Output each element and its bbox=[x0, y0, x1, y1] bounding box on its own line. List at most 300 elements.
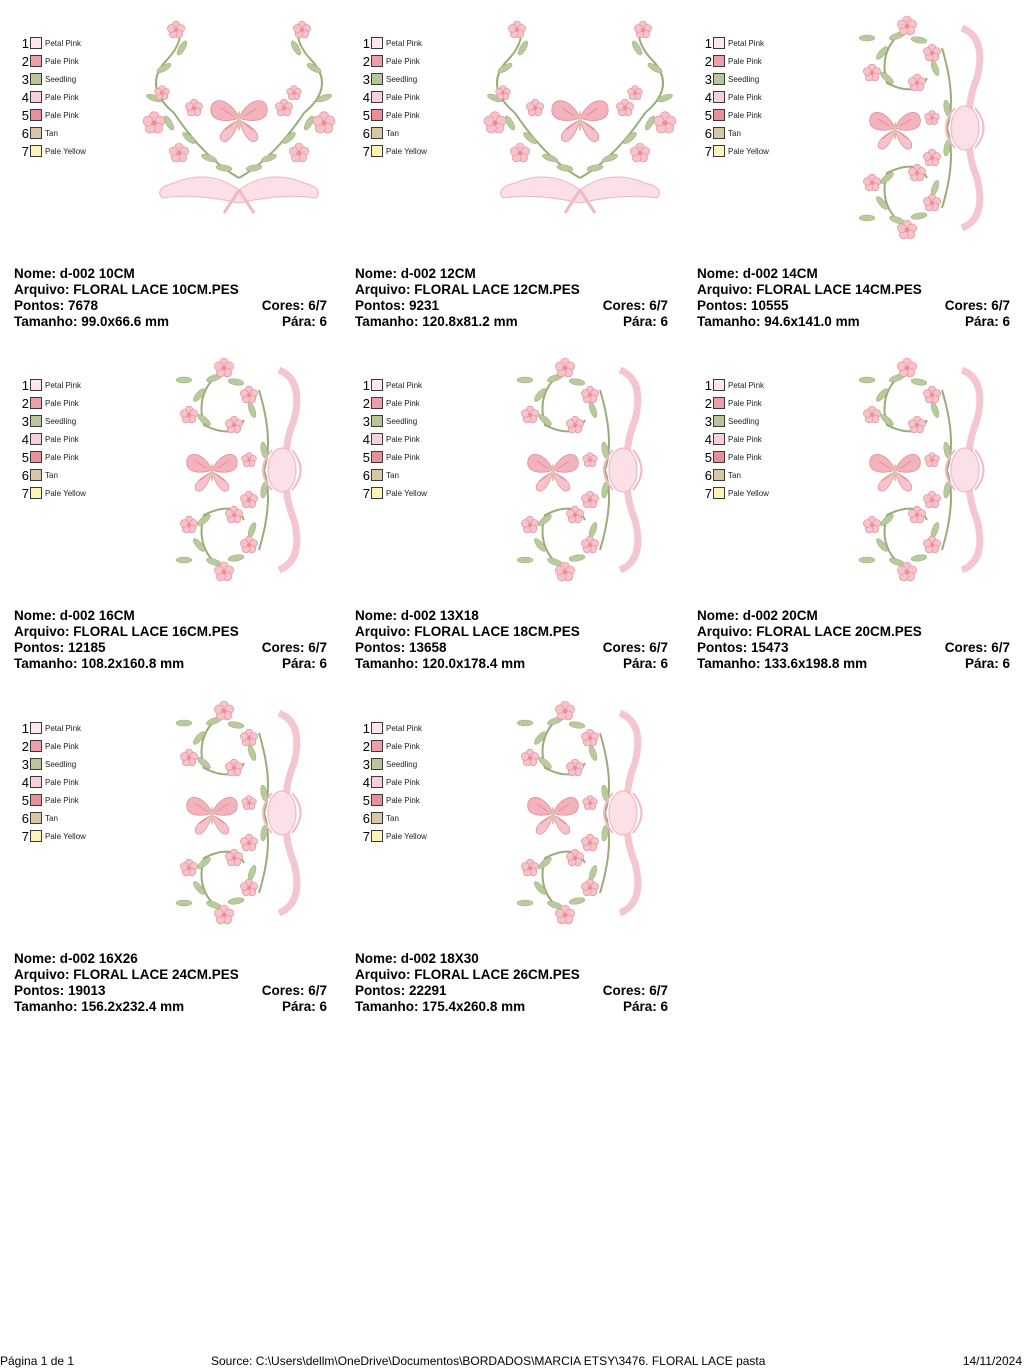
design-name: Nome: d-002 16CM bbox=[14, 608, 135, 623]
color-swatch bbox=[713, 451, 725, 463]
color-number: 3 bbox=[21, 413, 29, 429]
color-legend-row bbox=[18, 484, 86, 502]
design-name: Nome: d-002 16X26 bbox=[14, 951, 138, 966]
color-number: 6 bbox=[362, 467, 370, 483]
design-size: Tamanho: 120.0x178.4 mm bbox=[355, 656, 526, 671]
color-swatch bbox=[30, 794, 42, 806]
color-name: Petal Pink bbox=[45, 38, 82, 48]
stop-count: Pára: 6 bbox=[622, 999, 668, 1014]
color-legend-row bbox=[18, 412, 86, 430]
color-swatch bbox=[30, 91, 42, 103]
color-name: Tan bbox=[386, 813, 399, 823]
stitch-count: Pontos: 7678 bbox=[14, 298, 99, 313]
color-name: Pale Yellow bbox=[386, 488, 427, 498]
color-legend-row bbox=[701, 124, 769, 142]
color-number: 2 bbox=[21, 738, 29, 754]
stitch-count: Pontos: 22291 bbox=[355, 983, 447, 998]
color-swatch bbox=[30, 379, 42, 391]
color-swatch bbox=[371, 379, 383, 391]
color-legend-row bbox=[359, 88, 427, 106]
color-number: 7 bbox=[21, 143, 29, 159]
color-name: Pale Pink bbox=[45, 56, 79, 66]
embroidery-preview-image bbox=[505, 693, 655, 933]
color-number: 1 bbox=[704, 377, 712, 393]
color-swatch bbox=[30, 433, 42, 445]
color-name: Petal Pink bbox=[45, 380, 82, 390]
design-size: Tamanho: 99.0x66.6 mm bbox=[14, 314, 170, 329]
design-info bbox=[355, 608, 668, 672]
color-number: 1 bbox=[21, 35, 29, 51]
color-count: Cores: 6/7 bbox=[602, 983, 668, 998]
color-swatch bbox=[713, 415, 725, 427]
color-swatch bbox=[713, 379, 725, 391]
color-number: 3 bbox=[362, 413, 370, 429]
color-number: 6 bbox=[21, 810, 29, 826]
stop-count: Pára: 6 bbox=[964, 656, 1010, 671]
color-number: 2 bbox=[704, 395, 712, 411]
color-count: Cores: 6/7 bbox=[261, 983, 327, 998]
design-file: Arquivo: FLORAL LACE 20CM.PES bbox=[697, 624, 922, 639]
color-legend-row bbox=[359, 791, 427, 809]
design-card bbox=[697, 8, 1013, 338]
color-number: 2 bbox=[21, 395, 29, 411]
color-legend-row bbox=[701, 466, 769, 484]
design-file: Arquivo: FLORAL LACE 18CM.PES bbox=[355, 624, 580, 639]
embroidery-preview-image bbox=[847, 8, 997, 248]
color-number: 2 bbox=[21, 53, 29, 69]
color-legend-row bbox=[18, 106, 86, 124]
color-swatch bbox=[371, 109, 383, 121]
color-name: Seedling bbox=[386, 416, 418, 426]
color-number: 7 bbox=[21, 485, 29, 501]
color-number: 4 bbox=[21, 774, 29, 790]
color-legend-row bbox=[18, 827, 86, 845]
color-swatch bbox=[371, 415, 383, 427]
color-legend-row bbox=[359, 70, 427, 88]
color-name: Seedling bbox=[45, 759, 77, 769]
color-legend bbox=[359, 34, 427, 160]
embroidery-preview-image bbox=[475, 8, 685, 248]
color-swatch bbox=[713, 55, 725, 67]
color-name: Tan bbox=[45, 128, 58, 138]
embroidery-preview-image bbox=[164, 350, 314, 590]
color-count: Cores: 6/7 bbox=[944, 640, 1010, 655]
color-name: Pale Pink bbox=[728, 398, 762, 408]
color-number: 1 bbox=[21, 720, 29, 736]
color-legend-row bbox=[359, 34, 427, 52]
color-legend-row bbox=[359, 827, 427, 845]
color-legend-row bbox=[359, 412, 427, 430]
color-name: Tan bbox=[386, 470, 399, 480]
color-swatch bbox=[713, 469, 725, 481]
color-name: Seedling bbox=[728, 74, 760, 84]
color-name: Pale Pink bbox=[45, 92, 79, 102]
color-legend-row bbox=[701, 484, 769, 502]
color-number: 4 bbox=[704, 431, 712, 447]
color-legend-row bbox=[18, 376, 86, 394]
design-info bbox=[14, 951, 327, 1015]
color-name: Pale Yellow bbox=[45, 831, 86, 841]
color-number: 7 bbox=[21, 828, 29, 844]
design-info bbox=[697, 266, 1010, 330]
color-number: 7 bbox=[704, 485, 712, 501]
color-swatch bbox=[30, 55, 42, 67]
color-name: Seedling bbox=[45, 416, 77, 426]
stop-count: Pára: 6 bbox=[281, 656, 327, 671]
color-number: 5 bbox=[21, 107, 29, 123]
color-legend-row bbox=[18, 719, 86, 737]
color-name: Pale Yellow bbox=[728, 488, 769, 498]
color-number: 2 bbox=[704, 53, 712, 69]
color-number: 3 bbox=[21, 71, 29, 87]
color-number: 3 bbox=[21, 756, 29, 772]
stitch-count: Pontos: 13658 bbox=[355, 640, 447, 655]
design-size: Tamanho: 133.6x198.8 mm bbox=[697, 656, 868, 671]
color-number: 3 bbox=[362, 71, 370, 87]
color-swatch bbox=[30, 145, 42, 157]
design-file: Arquivo: FLORAL LACE 12CM.PES bbox=[355, 282, 580, 297]
color-name: Pale Pink bbox=[386, 56, 420, 66]
color-name: Pale Pink bbox=[728, 434, 762, 444]
color-swatch bbox=[30, 740, 42, 752]
color-swatch bbox=[713, 73, 725, 85]
color-legend bbox=[701, 376, 769, 502]
color-legend-row bbox=[701, 376, 769, 394]
design-info bbox=[355, 266, 668, 330]
color-legend bbox=[359, 719, 427, 845]
color-name: Petal Pink bbox=[386, 38, 423, 48]
color-legend bbox=[18, 719, 86, 845]
color-legend-row bbox=[701, 394, 769, 412]
color-name: Tan bbox=[728, 470, 741, 480]
color-name: Pale Yellow bbox=[45, 488, 86, 498]
color-swatch bbox=[30, 469, 42, 481]
color-legend bbox=[18, 34, 86, 160]
color-swatch bbox=[371, 73, 383, 85]
design-size: Tamanho: 94.6x141.0 mm bbox=[697, 314, 860, 329]
color-name: Pale Pink bbox=[386, 434, 420, 444]
design-info bbox=[14, 266, 327, 330]
color-name: Pale Pink bbox=[728, 110, 762, 120]
color-name: Tan bbox=[45, 470, 58, 480]
color-name: Pale Pink bbox=[386, 452, 420, 462]
color-number: 4 bbox=[362, 431, 370, 447]
source-path: Source: C:\Users\dellm\OneDrive\Documentos\BORDADOS\MARCIA ETSY\3476. FLORAL LACE pasta bbox=[211, 1354, 766, 1368]
color-number: 4 bbox=[362, 774, 370, 790]
color-legend-row bbox=[359, 773, 427, 791]
color-number: 4 bbox=[704, 89, 712, 105]
color-legend-row bbox=[18, 34, 86, 52]
color-number: 1 bbox=[362, 720, 370, 736]
color-name: Petal Pink bbox=[386, 723, 423, 733]
color-legend-row bbox=[18, 88, 86, 106]
color-number: 6 bbox=[704, 467, 712, 483]
color-swatch bbox=[30, 127, 42, 139]
color-number: 2 bbox=[362, 395, 370, 411]
color-name: Pale Pink bbox=[45, 777, 79, 787]
stitch-count: Pontos: 19013 bbox=[14, 983, 106, 998]
color-legend-row bbox=[18, 70, 86, 88]
embroidery-preview-image bbox=[134, 8, 344, 248]
color-name: Pale Pink bbox=[45, 795, 79, 805]
color-number: 5 bbox=[704, 107, 712, 123]
color-swatch bbox=[371, 55, 383, 67]
color-count: Cores: 6/7 bbox=[944, 298, 1010, 313]
color-swatch bbox=[713, 145, 725, 157]
color-name: Pale Yellow bbox=[386, 831, 427, 841]
color-name: Petal Pink bbox=[728, 38, 765, 48]
stitch-count: Pontos: 9231 bbox=[355, 298, 440, 313]
design-name: Nome: d-002 20CM bbox=[697, 608, 818, 623]
color-name: Pale Pink bbox=[386, 795, 420, 805]
design-card bbox=[697, 350, 1013, 680]
color-swatch bbox=[371, 145, 383, 157]
page-number: Página 1 de 1 bbox=[0, 1354, 75, 1368]
color-legend-row bbox=[701, 88, 769, 106]
color-number: 1 bbox=[362, 35, 370, 51]
color-name: Pale Pink bbox=[386, 741, 420, 751]
color-number: 6 bbox=[704, 125, 712, 141]
color-name: Seedling bbox=[728, 416, 760, 426]
design-file: Arquivo: FLORAL LACE 26CM.PES bbox=[355, 967, 580, 982]
color-legend-row bbox=[18, 430, 86, 448]
design-card bbox=[14, 350, 330, 680]
stitch-count: Pontos: 15473 bbox=[697, 640, 789, 655]
color-swatch bbox=[30, 487, 42, 499]
color-legend-row bbox=[359, 809, 427, 827]
color-legend-row bbox=[18, 809, 86, 827]
color-name: Pale Pink bbox=[386, 398, 420, 408]
color-swatch bbox=[371, 830, 383, 842]
design-name: Nome: d-002 13X18 bbox=[355, 608, 479, 623]
design-card bbox=[355, 693, 671, 1023]
design-size: Tamanho: 156.2x232.4 mm bbox=[14, 999, 185, 1014]
color-swatch bbox=[30, 397, 42, 409]
color-legend-row bbox=[701, 448, 769, 466]
design-file: Arquivo: FLORAL LACE 16CM.PES bbox=[14, 624, 239, 639]
color-legend-row bbox=[18, 773, 86, 791]
color-swatch bbox=[371, 397, 383, 409]
color-swatch bbox=[371, 758, 383, 770]
color-name: Pale Pink bbox=[386, 110, 420, 120]
stop-count: Pára: 6 bbox=[622, 314, 668, 329]
color-legend-row bbox=[359, 52, 427, 70]
color-name: Seedling bbox=[386, 74, 418, 84]
color-legend-row bbox=[359, 430, 427, 448]
color-name: Petal Pink bbox=[386, 380, 423, 390]
color-swatch bbox=[713, 127, 725, 139]
color-number: 5 bbox=[362, 792, 370, 808]
color-name: Tan bbox=[386, 128, 399, 138]
color-swatch bbox=[371, 469, 383, 481]
stop-count: Pára: 6 bbox=[281, 314, 327, 329]
color-swatch bbox=[713, 37, 725, 49]
color-legend-row bbox=[18, 737, 86, 755]
color-swatch bbox=[30, 722, 42, 734]
color-swatch bbox=[371, 740, 383, 752]
color-legend bbox=[18, 376, 86, 502]
color-swatch bbox=[371, 91, 383, 103]
color-number: 1 bbox=[362, 377, 370, 393]
color-legend-row bbox=[359, 106, 427, 124]
color-legend bbox=[359, 376, 427, 502]
color-name: Pale Pink bbox=[728, 56, 762, 66]
color-number: 7 bbox=[362, 828, 370, 844]
color-count: Cores: 6/7 bbox=[602, 640, 668, 655]
design-size: Tamanho: 175.4x260.8 mm bbox=[355, 999, 526, 1014]
color-count: Cores: 6/7 bbox=[261, 640, 327, 655]
color-swatch bbox=[30, 451, 42, 463]
color-legend-row bbox=[359, 376, 427, 394]
color-swatch bbox=[713, 433, 725, 445]
color-name: Pale Yellow bbox=[45, 146, 86, 156]
color-number: 1 bbox=[704, 35, 712, 51]
stop-count: Pára: 6 bbox=[622, 656, 668, 671]
color-swatch bbox=[713, 397, 725, 409]
color-legend-row bbox=[701, 70, 769, 88]
print-date: 14/11/2024 bbox=[962, 1354, 1022, 1368]
color-swatch bbox=[371, 722, 383, 734]
color-legend-row bbox=[359, 394, 427, 412]
embroidery-preview-image bbox=[164, 693, 314, 933]
color-swatch bbox=[371, 776, 383, 788]
stitch-count: Pontos: 12185 bbox=[14, 640, 106, 655]
color-legend-row bbox=[359, 448, 427, 466]
stop-count: Pára: 6 bbox=[281, 999, 327, 1014]
color-legend-row bbox=[18, 791, 86, 809]
design-card bbox=[14, 693, 330, 1023]
color-name: Pale Pink bbox=[45, 398, 79, 408]
design-size: Tamanho: 108.2x160.8 mm bbox=[14, 656, 185, 671]
color-legend-row bbox=[359, 466, 427, 484]
color-legend-row bbox=[359, 755, 427, 773]
color-legend-row bbox=[18, 466, 86, 484]
color-number: 3 bbox=[704, 413, 712, 429]
color-legend-row bbox=[18, 394, 86, 412]
color-legend-row bbox=[701, 34, 769, 52]
color-number: 3 bbox=[362, 756, 370, 772]
color-number: 5 bbox=[362, 449, 370, 465]
color-legend-row bbox=[359, 737, 427, 755]
color-legend-row bbox=[18, 124, 86, 142]
color-number: 3 bbox=[704, 71, 712, 87]
color-number: 5 bbox=[362, 107, 370, 123]
embroidery-preview-image bbox=[505, 350, 655, 590]
color-name: Pale Pink bbox=[728, 452, 762, 462]
color-number: 6 bbox=[21, 467, 29, 483]
design-file: Arquivo: FLORAL LACE 24CM.PES bbox=[14, 967, 239, 982]
color-legend-row bbox=[18, 142, 86, 160]
color-legend-row bbox=[18, 755, 86, 773]
color-number: 5 bbox=[21, 792, 29, 808]
design-card bbox=[14, 8, 330, 338]
color-name: Petal Pink bbox=[45, 723, 82, 733]
color-swatch bbox=[713, 109, 725, 121]
color-number: 6 bbox=[21, 125, 29, 141]
embroidery-preview-image bbox=[847, 350, 997, 590]
color-legend-row bbox=[18, 52, 86, 70]
color-legend-row bbox=[18, 448, 86, 466]
color-legend-row bbox=[701, 430, 769, 448]
color-swatch bbox=[371, 433, 383, 445]
color-swatch bbox=[30, 415, 42, 427]
color-number: 1 bbox=[21, 377, 29, 393]
design-card bbox=[355, 350, 671, 680]
color-swatch bbox=[371, 127, 383, 139]
color-legend-row bbox=[701, 106, 769, 124]
color-name: Pale Yellow bbox=[728, 146, 769, 156]
color-count: Cores: 6/7 bbox=[261, 298, 327, 313]
design-name: Nome: d-002 18X30 bbox=[355, 951, 479, 966]
color-number: 5 bbox=[21, 449, 29, 465]
color-swatch bbox=[30, 776, 42, 788]
color-name: Seedling bbox=[45, 74, 77, 84]
color-name: Pale Pink bbox=[45, 434, 79, 444]
color-number: 2 bbox=[362, 738, 370, 754]
color-swatch bbox=[371, 812, 383, 824]
color-swatch bbox=[30, 37, 42, 49]
color-legend-row bbox=[701, 412, 769, 430]
color-number: 7 bbox=[704, 143, 712, 159]
design-size: Tamanho: 120.8x81.2 mm bbox=[355, 314, 518, 329]
color-swatch bbox=[371, 37, 383, 49]
design-name: Nome: d-002 14CM bbox=[697, 266, 818, 281]
color-swatch bbox=[713, 91, 725, 103]
color-number: 4 bbox=[21, 431, 29, 447]
color-number: 2 bbox=[362, 53, 370, 69]
color-name: Pale Pink bbox=[386, 92, 420, 102]
color-name: Pale Pink bbox=[386, 777, 420, 787]
color-name: Petal Pink bbox=[728, 380, 765, 390]
color-name: Pale Pink bbox=[45, 741, 79, 751]
color-name: Tan bbox=[45, 813, 58, 823]
color-number: 7 bbox=[362, 143, 370, 159]
color-number: 7 bbox=[362, 485, 370, 501]
design-file: Arquivo: FLORAL LACE 14CM.PES bbox=[697, 282, 922, 297]
color-swatch bbox=[371, 487, 383, 499]
color-swatch bbox=[30, 73, 42, 85]
color-swatch bbox=[371, 794, 383, 806]
stop-count: Pára: 6 bbox=[964, 314, 1010, 329]
color-legend-row bbox=[359, 142, 427, 160]
color-legend-row bbox=[701, 142, 769, 160]
design-info bbox=[355, 951, 668, 1015]
stitch-count: Pontos: 10555 bbox=[697, 298, 789, 313]
design-info bbox=[697, 608, 1010, 672]
design-name: Nome: d-002 12CM bbox=[355, 266, 476, 281]
color-number: 4 bbox=[21, 89, 29, 105]
color-name: Tan bbox=[728, 128, 741, 138]
color-legend-row bbox=[359, 484, 427, 502]
color-swatch bbox=[371, 451, 383, 463]
color-swatch bbox=[30, 758, 42, 770]
color-legend bbox=[701, 34, 769, 160]
color-swatch bbox=[30, 830, 42, 842]
color-count: Cores: 6/7 bbox=[602, 298, 668, 313]
design-info bbox=[14, 608, 327, 672]
color-swatch bbox=[30, 812, 42, 824]
color-legend-row bbox=[359, 719, 427, 737]
design-name: Nome: d-002 10CM bbox=[14, 266, 135, 281]
color-number: 6 bbox=[362, 810, 370, 826]
color-legend-row bbox=[701, 52, 769, 70]
color-number: 6 bbox=[362, 125, 370, 141]
design-file: Arquivo: FLORAL LACE 10CM.PES bbox=[14, 282, 239, 297]
color-name: Pale Yellow bbox=[386, 146, 427, 156]
color-name: Seedling bbox=[386, 759, 418, 769]
color-name: Pale Pink bbox=[728, 92, 762, 102]
color-swatch bbox=[713, 487, 725, 499]
